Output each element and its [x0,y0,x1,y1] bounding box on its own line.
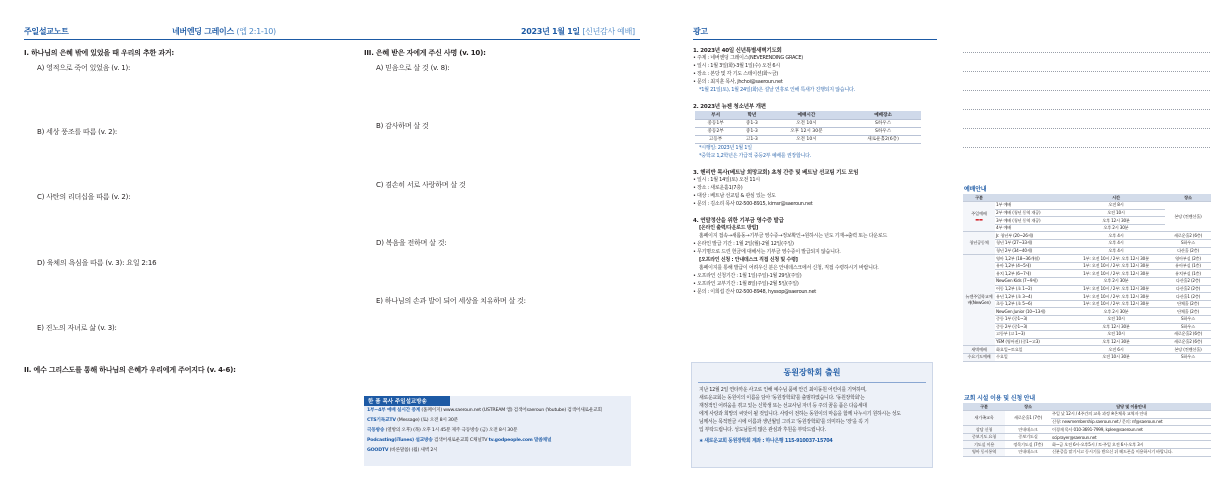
news-rule [693,39,937,40]
broadcast-line: Podcasting(iTunes) 설교방송 검색어새로운교회 C채널TV tv.godpeople.com 말씀채널 [367,438,552,443]
table-row: 중등 2부 (중1~3) 오후 12시 30분 S하우스 [963,323,1211,331]
news-4-title: 4. 연말정산을 위한 기부금 영수증 발급 [693,217,784,224]
youth-table: 부서 학년 예배시간 예배장소 중등1부 중1-3 오전 10시 S하우스 중등2부 중1-3 오후 12시 30분 S하우스 고등부 고1-3 오전 10시 새로운홀2(6층) [695,111,921,144]
note-item: E) 하나님의 손과 발이 되어 세상을 치유하며 살 것: [376,297,526,305]
news-line: • 주제 : 네버엔딩 그레이스(NEVERENDING GRACE) [693,55,803,61]
news-line: • 오프라인 신청기간 : 1월 1일(주일)-1월 29일(주일) [693,272,802,279]
table-row: 청년 1부 (27~33세) 오후 4시 S하우스 [963,240,1211,248]
memo-line [963,109,1210,110]
note-item: E) 진노의 자녀로 삶 (v. 3): [37,324,117,332]
scholarship-title: 동원장학회 출원 [783,368,841,377]
table-row: 상담 신청 안내데스크 이경재 목사 010-3691-7999, kplee@saeroun.net [963,426,1211,434]
table-row: 초등 1,2부 (초 5~6) 1부: 오전 10시 / 2부: 오후 12시 30분 단체홀 (2층) [963,300,1211,308]
memo-line [963,147,1210,148]
news-1-title: 1. 2023년 40일 신년특별새벽기도회 [693,48,782,54]
news-line: 홈페이지를 통해 발급이 어려우신 분은 안내데스크에서 신청, 직접 수령하시기 바랍니다. [699,264,879,271]
table-row: 고등부 (고 1~3) 오전 10시 새로운홀2 (6층) [963,331,1211,339]
note-item: C) 겸손히 서로 사랑하며 살 것 [376,181,466,189]
note-item: D) 육체의 욕심을 따름 (v. 3): 요일 2:16 [37,259,157,267]
sermon-title: 네버엔딩 그레이스 (엡 2:1-10) [172,27,276,36]
facility-table: 구분 장소 담당 및 이용안내 새가족교육 새로운홀1 (7층) 주일 낮 12시 / 4주간의 교육 과정 ※온체육 교역자 안내 신청: newmembership.saeroun.net / 문의: nf@saeroun.net 상담 신청 안내데스크 이경재 목사 010-3691-7999, kplee@saeroun.net 중보기도 요청 중보기도실 sciprayer@saeroun.net 기도실 이용 정목기도실 (7층) 화~금 오전 6시-오후5시 / 토·주일 오전 6시-오후 3시 영아 동시통역 안내데스크 신분증을 맡기시고 동시기를 받으신 뒤 헤드폰을 이용하시기 바랍니다. [963,403,1211,457]
table-row: 3부 예배 (청년 동역 재공) 오후 12시 30분 [963,217,1211,225]
news-3-title: 3. 헨리반 목사(베트남 희망교회) 초청 간증 및 베트남 선교팀 기도 모임 [693,169,859,176]
date-note: [신년감사 예배] [582,27,635,36]
table-row: 새벽예배 화요일~토요일 오전 6시 본당 (컨벤션홀) [963,346,1211,354]
news-line: • 대상 : 베트남 선교팀 & 관심 있는 성도 [693,192,776,199]
section-1-heading: I. 하나님의 은혜 밖에 있었을 때 우리의 추한 과거: [24,49,175,57]
service-table: 구분 시간 장소 주일예배 ▬▬ 1부 예배 오전 8시 본당 (컨벤션홀) 2부 예배 (청년 동역 재공) 오전 10시 3부 예배 (청년 동역 재공) 오후 12시 30분 4부 예배 오후 2시 30분 청년공동체 Jr. 청년부 (20~26세) 오후 4시 새로운홀2 (6층) 청년 1부 (27~33세) 오후 4시 S하우스 청년 2부 (34~40세) 오후 4시 다산홀 (2층) 뉴젠주일학교예배(NewGen) 영아 1,2부 (18~36개월) 1부: 오전 10시 / 2부: 오후 12시 30분 영아부실 (2층) 유아 1,2부 (4~5세) 1부: 오전 10시 / 2부: 오후 12시 30분 유아부실 (1층) 유치 1,2부 (6~7세) 1부: 오전 10시 / 2부: 오후 12시 30분 유치부실 (1층) NewGen Kids (7~9세) 오후 2시 30분 다산홀2 (2층) 어동 1,2부 (초 1~2) 1부: 오전 10시 / 2부: 오후 12시 30분 다산홀2 (2층) 유년 1,2부 (초 3~4) 1부: 오전 10시 / 2부: 오후 12시 30분 다산홀1 (2층) 초등 1,2부 (초 5~6) 1부: 오전 10시 / 2부: 오후 12시 30분 단체홀 (2층) NewGen Junior (10~13세) 오후 2시 30분 단체홀 (2층) 중등 1부 (중1~3) 오전 10시 S하우스 중등 2부 (중1~3) 오후 12시 30분 S하우스 고등부 (고 1~3) 오전 10시 새로운홀2 (6층) YEM (영어권) (중1~고3) 오후 12시 30분 새로운홀2 (6층) 새벽예배 화요일~토요일 오전 6시 본당 (컨벤션홀) 수요기도예배 수요일 오전 10시 30분 S하우스 [963,194,1211,362]
note-item: A) 영적으로 죽어 있었음 (v. 1): [37,64,131,72]
table-row: 유아 1,2부 (4~5세) 1부: 오전 10시 / 2부: 오후 12시 30분 유아부실 (1층) [963,262,1211,270]
table-row: 어동 1,2부 (초 1~2) 1부: 오전 10시 / 2부: 오후 12시 30분 다산홀2 (2층) [963,285,1211,293]
section-2-heading: II. 예수 그리스도를 통해 하나님의 은혜가 우리에게 주어지다 (v. 4-6): [24,366,236,374]
news-line: • 오프라인 교부기간 : 1월 8일(주일)-2월 5일(주일) [693,280,799,287]
news-line: • 문의 : 김소리 목사 02-500-8915, kimsr@saeroun.net [693,200,813,207]
table-row: 주일예배 ▬▬ 1부 예배 오전 8시 본당 (컨벤션홀) [963,202,1211,210]
news-line: 홈페이지 접속→새롭동→기부금 영수증→정보확인→원하시는 년도 기재→출력 또는 다운로드 [699,232,888,239]
news-heading: 광고 [693,27,708,36]
news-line: • 문의 : 최지훈 목사, jhchoi@saeroun.net [693,79,783,85]
table-row: 중등1부 중1-3 오전 10시 S하우스 [695,119,921,127]
news-subheading: [오프라인 신청 : 안내데스크 직접 신청 및 수령] [699,256,798,263]
news-note: *시행일: 2023년 1월 1일 [699,144,752,151]
section-3-heading: III. 은혜 받은 자에게 주신 사명 (v. 10): [364,49,486,57]
broadcast-box [364,396,631,466]
facility-title: 교회 시설 이용 및 신청 안내 [964,395,1036,402]
table-row: 2부 예배 (청년 동역 재공) 오전 10시 [963,209,1211,217]
note-item: A) 믿음으로 살 것 (v. 8): [376,64,450,72]
news-line: • 장소 : 본당 및 각 기도 스테이션(화~금) [693,71,778,77]
scholarship-line: 입 부탁드립니다. 성도님들의 많은 관심과 후원을 부탁드립니다. [699,426,826,433]
note-item: B) 세상 풍조를 따름 (v. 2): [37,128,118,136]
table-row: 유년 1,2부 (초 3~4) 1부: 오전 10시 / 2부: 오후 12시 30분 다산홀1 (2층) [963,293,1211,301]
header-rule [24,39,640,40]
table-row: 고등부 고1-3 오전 10시 새로운홀2(6층) [695,135,921,143]
table-row: 신청: newmembership.saeroun.net / 문의: nf@saeroun.net [963,418,1211,426]
page-label: 주일설교노트 [24,27,69,36]
news-note: *중학교 1,2학년은 가급적 중등2부 예배를 권장합니다. [699,152,812,159]
memo-line [963,128,1210,129]
scholarship-line: 재정적인 어려움을 겪고 있는 신학생 또는 선교사님 자녀 등 주의 꿈을 품은 다음세대 [699,402,867,409]
table-row: 중등2부 중1-3 오후 12시 30분 S하우스 [695,127,921,135]
sermon-date: 2023년 1월 1일 [신년감사 예배] [521,27,635,36]
broadcast-line: GOODTV (바른말씀) (월) 새벽 2시 [367,448,438,453]
news-subheading: [온라인 출력/다운로드 방법] [699,224,759,231]
table-row: 유치 1,2부 (6~7세) 1부: 오전 10시 / 2부: 오후 12시 30분 유치부실 (1층) [963,270,1211,278]
news-2-title: 2. 2023년 뉴젠 청소년부 개편 [693,104,766,110]
broadcast-line: 극동방송 (열방의 오후) (목) 오후 1시 45분 제주 극동방송 (금) 오전 8시 30분 [367,428,518,433]
memo-line [963,52,1210,53]
table-row: NewGen Junior (10~13세) 오후 2시 30분 단체홀 (2층) [963,308,1211,316]
broadcast-line: CTS기독교TV (Message) (토) 오전 8시 30분 [367,418,458,423]
news-line: • 무기명으로 드린 헌금에 대해서는 기부금 영수증이 발급되지 않습니다. [693,248,841,255]
news-line: • 장소 : 새로운홀1(7층) [693,184,743,191]
table-row: 기도실 이용 정목기도실 (7층) 화~금 오전 6시-오후5시 / 토·주일 오전 6시-오후 3시 [963,441,1211,449]
table-row: 청년 2부 (34~40세) 오후 4시 다산홀 (2층) [963,247,1211,255]
memo-line [963,71,1210,72]
live-stream-icon: ▬▬ [975,217,983,223]
broadcast-heading: 한 품 목사 주일설교방송 [364,396,450,406]
table-row: 수요기도예배 수요일 오전 10시 30분 S하우스 [963,353,1211,361]
service-title: 예배안내 [964,186,987,193]
table-row: 중보기도 요청 중보기도실 sciprayer@saeroun.net [963,433,1211,441]
broadcast-line: 1부~4부 예배 실시간 중계 (홈페이지) www.saeroun.net (USTREAM 앱) 검색어saeroun (Youtube) 검색어새로운교회 [367,408,602,413]
scholarship-line: 님께서는 목적헌금 시에 이름과 생년월일 그리고 '동원장학회'를 의미하는 '장'을 꼭 기 [699,418,869,425]
table-row: 4부 예배 오후 2시 30분 [963,224,1211,232]
memo-line [963,90,1210,91]
news-column [693,46,937,296]
news-line: • 온라인 발급 기간 : 1월 2일(월)-2월 12일(주일) [693,240,794,247]
table-row: 중등 1부 (중1~3) 오전 10시 S하우스 [963,316,1211,324]
scholarship-account: ∗ 새로운교회 동원장학회 계좌 : 하나은행 115-910037-15704 [699,437,833,444]
scholarship-line: 지난 12월 2일 연타까운 사고로 인해 예수님 품에 안긴 최이동원 어린이를 기억하며, [699,386,867,393]
scholarship-line: 에게 사랑과 희망의 씨앗이 될 것입니다. 사랑이 전하는 동원이의 마음을 함께 나누시기 원하시는 성도 [699,410,901,417]
note-item: B) 감사하며 살 것 [376,122,429,130]
news-note: *1월 21일(토), 1월 24일(화)은 설날 연휴로 인해 특새가 진행되지 않습니다. [699,87,855,93]
table-row: NewGen Kids (7~9세) 오후 2시 30분 다산홀2 (2층) [963,278,1211,286]
note-item: D) 복음을 전하며 살 것: [376,239,447,247]
scholarship-box [691,362,933,468]
news-line: • 문의 : 이희섭 간사 02-500-8948, hyssop@saeroun.net [693,288,817,295]
note-item: C) 사탄의 리더십을 따름 (v. 2): [37,193,131,201]
news-line: • 일시 : 1월 14일(토) 오전 11시 [693,176,760,183]
sermon-reference: (엡 2:1-10) [236,27,276,36]
scholarship-line: 새로운교회는 동원이의 이름을 담아 '동원장학회'를 출범하였습니다. '동원장학회'는 [699,394,865,401]
table-row: 청년공동체 Jr. 청년부 (20~26세) 오후 4시 새로운홀2 (6층) [963,232,1211,240]
table-row: YEM (영어권) (중1~고3) 오후 12시 30분 새로운홀2 (6층) [963,338,1211,346]
news-line: • 일시 : 1월 3일(화)-3월 1일(수) 오전 6시 [693,63,780,69]
table-row: 영아 동시통역 안내데스크 신분증을 맡기시고 동시기를 받으신 뒤 헤드폰을 이용하시기 바랍니다. [963,449,1211,457]
table-row: 뉴젠주일학교예배(NewGen) 영아 1,2부 (18~36개월) 1부: 오전 10시 / 2부: 오후 12시 30분 영아부실 (2층) [963,255,1211,263]
table-row: 새가족교육 새로운홀1 (7층) 주일 낮 12시 / 4주간의 교육 과정 ※온체육 교역자 안내 [963,411,1211,419]
